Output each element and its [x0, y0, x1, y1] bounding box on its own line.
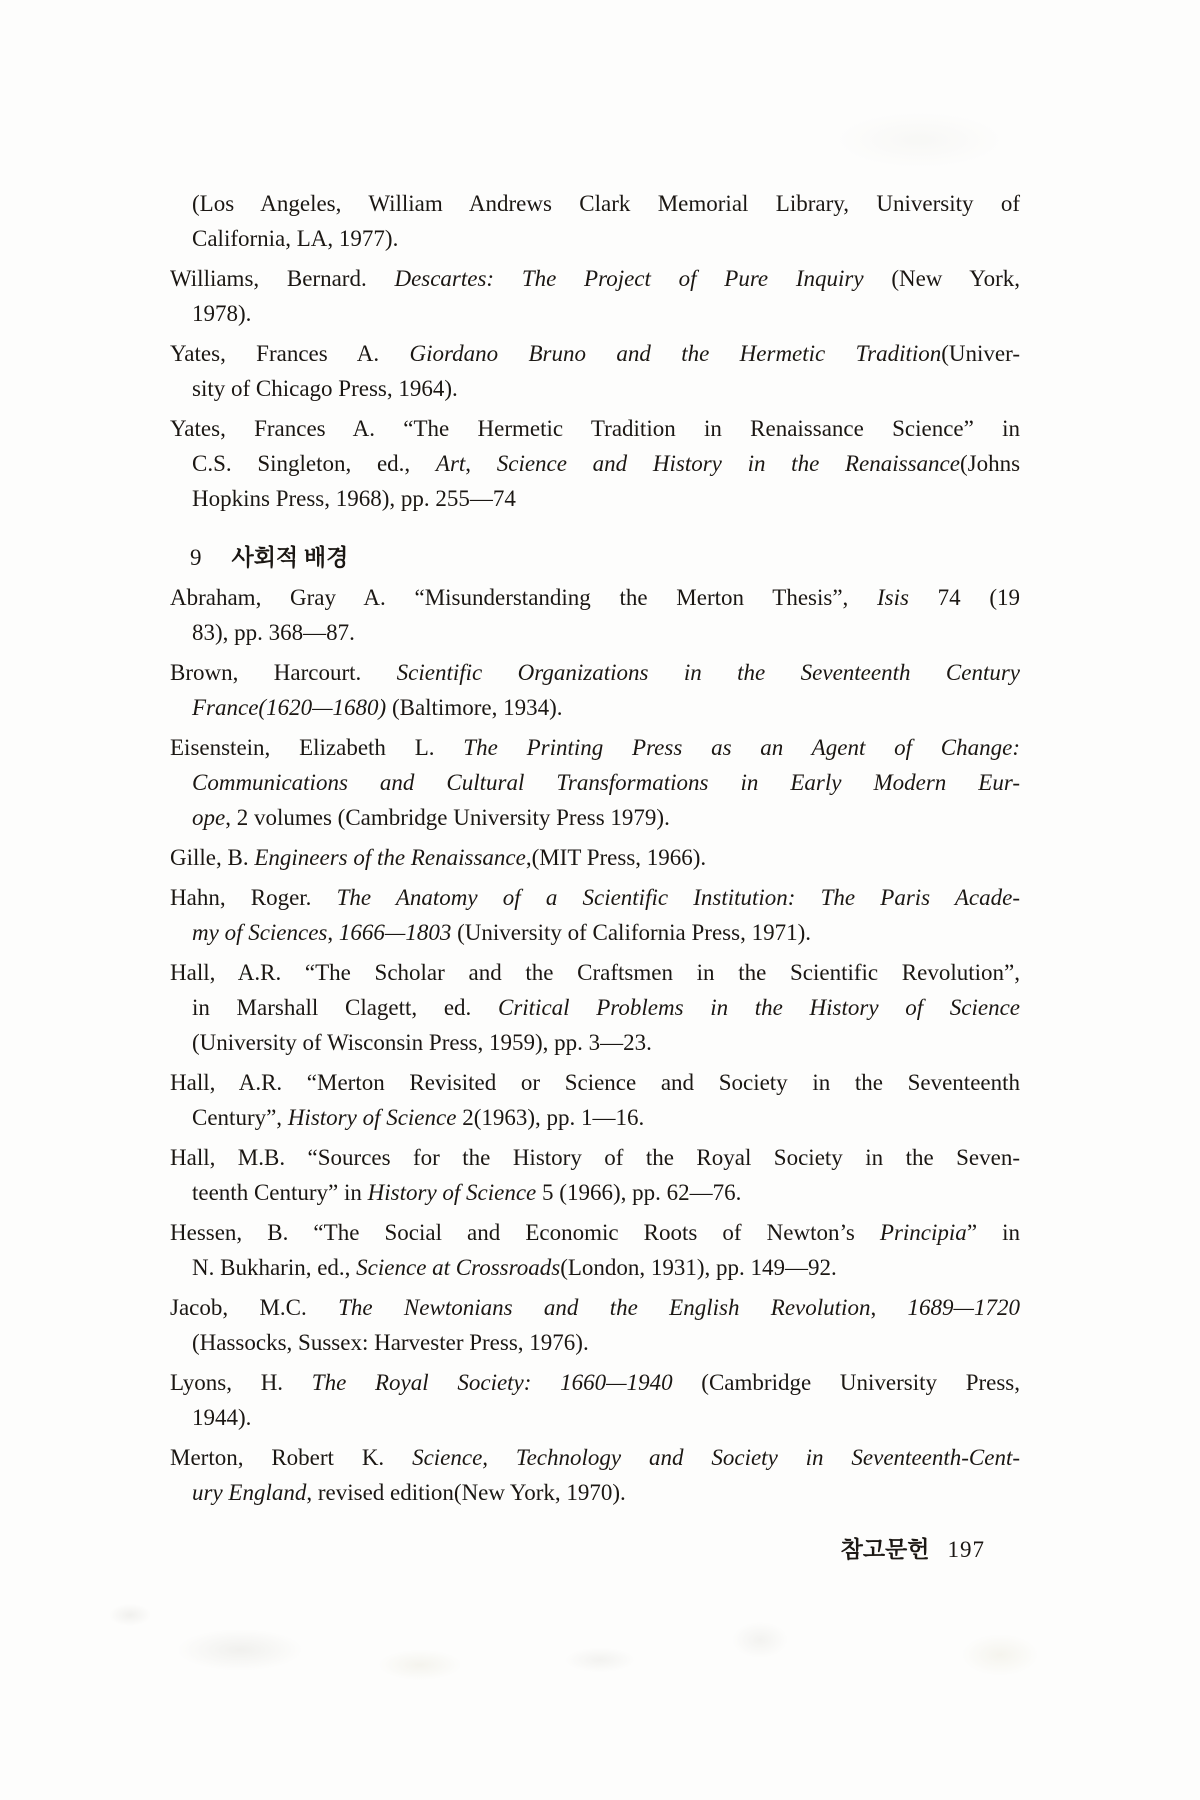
bibliography-entry	[170, 655, 1020, 725]
bibliography-entry	[170, 730, 1020, 835]
text-segment: Eisenstein, Elizabeth L.	[170, 735, 464, 760]
bibliography-line	[170, 481, 1020, 516]
bibliography-line	[170, 915, 1020, 950]
text-segment: 1666—1803	[338, 920, 452, 945]
bibliography-entry	[170, 1440, 1020, 1510]
text-segment: Scientific Organizations in the Seventeenth Century	[396, 660, 1020, 685]
text-segment: Isis	[876, 585, 909, 610]
text-segment: (Johns	[959, 451, 1021, 476]
bibliography-line	[170, 411, 1020, 446]
text-segment: Abraham, Gray A. “Misunderstanding the Merton Thesis”,	[170, 585, 877, 610]
text-segment: Yates, Frances A. “The Hermetic Tradition in Renaissance Science” in	[170, 416, 1020, 441]
text-segment: Jacob, M.C.	[170, 1295, 339, 1320]
text-segment: teenth Century” in	[192, 1180, 368, 1205]
text-segment: , 2 volumes (Cambridge University Press 1979).	[225, 805, 670, 830]
bibliography-entry	[170, 1215, 1020, 1285]
bibliography-line	[170, 1365, 1020, 1400]
bibliography-line	[170, 955, 1020, 990]
bibliography-entry	[170, 955, 1020, 1060]
bibliography-line	[170, 446, 1020, 481]
bibliography-line	[170, 1325, 1020, 1360]
text-segment: Science at Crossroads	[356, 1255, 561, 1280]
page-footer	[170, 1532, 1020, 1567]
text-segment: Descartes: The Project of Pure Inquiry	[394, 266, 864, 291]
text-segment: The Royal Society: 1660—1940	[311, 1370, 673, 1395]
bibliography-line	[170, 1025, 1020, 1060]
bibliography-line	[170, 221, 1020, 256]
bibliography-line	[170, 580, 1020, 615]
bibliography-line	[170, 615, 1020, 650]
bibliography-line	[170, 880, 1020, 915]
text-segment: ope	[192, 805, 226, 830]
text-segment: ury England	[192, 1480, 307, 1505]
text-segment: 83), pp. 368—87.	[192, 620, 355, 645]
text-segment: Hopkins Press, 1968), pp. 255—74	[192, 486, 516, 511]
bibliography-line	[170, 800, 1020, 835]
bibliography-entry	[170, 1290, 1020, 1360]
text-segment: ” in	[966, 1220, 1020, 1245]
text-segment: (University of Wisconsin Press, 1959), pp. 3—23.	[192, 1030, 652, 1055]
text-segment: Science, Technology and Society in Seventeenth-Cent-	[412, 1445, 1021, 1470]
text-segment: Science and History in the Renaissance	[496, 451, 960, 476]
bibliography-line	[170, 371, 1020, 406]
bibliography-line	[170, 1140, 1020, 1175]
text-segment: (University of California Press, 1971).	[451, 920, 811, 945]
bibliography-entry	[170, 186, 1020, 256]
text-segment: Hall, A.R. “The Scholar and the Craftsmen in the Scientific Revolution”,	[170, 960, 1020, 985]
text-segment: Principia	[879, 1220, 967, 1245]
text-segment: N. Bukharin, ed.,	[192, 1255, 357, 1280]
bibliography-line	[170, 1100, 1020, 1135]
section-title: 사회적 배경	[231, 545, 349, 570]
bibliography-line	[170, 336, 1020, 371]
bibliography-line	[170, 261, 1020, 296]
bibliography-entry	[170, 880, 1020, 950]
text-segment: History of Science	[287, 1105, 457, 1130]
footer-section-label: 참고문헌	[840, 1537, 930, 1562]
text-segment: Williams, Bernard.	[170, 266, 395, 291]
bibliography-line	[170, 296, 1020, 331]
text-segment: Engineers of the Renaissance	[254, 845, 526, 870]
text-segment: Critical Problems in the History of Science	[497, 995, 1020, 1020]
bibliography-line	[170, 1440, 1020, 1475]
text-segment: ,(MIT Press, 1966).	[525, 845, 707, 870]
text-segment: 74 (19	[908, 585, 1020, 610]
bibliography-line	[170, 730, 1020, 765]
text-segment: (New York,	[863, 266, 1021, 291]
bibliography-line	[170, 1290, 1020, 1325]
text-segment: Hall, A.R. “Merton Revisited or Science and Society in the Seventeenth	[170, 1070, 1020, 1095]
text-segment: (Cambridge University Press,	[672, 1370, 1021, 1395]
text-segment: sity of Chicago Press, 1964).	[192, 376, 458, 401]
text-segment: my of Sciences	[192, 920, 328, 945]
page-number: 197	[947, 1537, 985, 1562]
text-segment: Hahn, Roger.	[170, 885, 337, 910]
text-segment: ,	[327, 920, 339, 945]
text-segment: Giordano Bruno and the Hermetic Tradition	[409, 341, 942, 366]
bibliography-entry	[170, 580, 1020, 650]
text-segment: Lyons, H.	[170, 1370, 312, 1395]
text-segment: C.S. Singleton, ed.,	[192, 451, 436, 476]
text-segment: Yates, Frances A.	[170, 341, 410, 366]
text-segment: (Univer-	[941, 341, 1020, 366]
text-segment: France(1620—1680)	[192, 695, 387, 720]
bibliography-line	[170, 990, 1020, 1025]
text-segment: , revised edition(New York, 1970).	[306, 1480, 626, 1505]
text-segment: 5 (1966), pp. 62—76.	[536, 1180, 742, 1205]
text-segment: California, LA, 1977).	[192, 226, 399, 251]
text-segment: Art	[435, 451, 466, 476]
bibliography-line	[170, 1250, 1020, 1285]
text-segment: 1944).	[192, 1405, 252, 1430]
bibliography-line	[170, 690, 1020, 725]
text-segment: 1978).	[192, 301, 252, 326]
bibliography-line	[170, 186, 1020, 221]
bibliography	[170, 186, 1020, 1510]
text-segment: ,	[870, 1295, 908, 1320]
bibliography-line	[170, 840, 1020, 875]
bibliography-entry	[170, 261, 1020, 331]
section-number: 9	[190, 545, 202, 570]
text-segment: Gille, B.	[170, 845, 255, 870]
text-segment: Hessen, B. “The Social and Economic Roots of Newton’s	[170, 1220, 880, 1245]
text-segment: (Hassocks, Sussex: Harvester Press, 1976).	[192, 1330, 589, 1355]
bibliography-entry	[170, 1065, 1020, 1135]
text-segment: Merton, Robert K.	[170, 1445, 413, 1470]
text-segment: Communications and Cultural Transformations in Early Modern Eur-	[192, 770, 1020, 795]
text-segment: ,	[465, 451, 497, 476]
bibliography-entry	[170, 840, 1020, 875]
bibliography-entry	[170, 1140, 1020, 1210]
bibliography-line	[170, 1215, 1020, 1250]
text-segment: (London, 1931), pp. 149—92.	[560, 1255, 837, 1280]
text-segment: in Marshall Clagett, ed.	[192, 995, 498, 1020]
text-segment: The Anatomy of a Scientific Institution: The Paris Acade-	[336, 885, 1020, 910]
text-segment: Century”,	[192, 1105, 288, 1130]
bibliography-line	[170, 1400, 1020, 1435]
text-segment: 1689—1720	[907, 1295, 1020, 1320]
bibliography-entry	[170, 411, 1020, 516]
bibliography-entry	[170, 1365, 1020, 1435]
text-segment: Hall, M.B. “Sources for the History of the Royal Society in the Seven-	[170, 1145, 1020, 1170]
text-segment: Brown, Harcourt.	[170, 660, 397, 685]
bibliography-entry	[170, 336, 1020, 406]
section-heading	[170, 540, 1020, 575]
bibliography-line	[170, 765, 1020, 800]
text-segment: (Baltimore, 1934).	[386, 695, 563, 720]
bibliography-line	[170, 1065, 1020, 1100]
bibliography-line	[170, 1175, 1020, 1210]
text-segment: (Los Angeles, William Andrews Clark Memorial Library, University of	[192, 191, 1020, 216]
text-segment: History of Science	[367, 1180, 537, 1205]
text-segment: 2(1963), pp. 1—16.	[456, 1105, 645, 1130]
text-segment: The Printing Press as an Agent of Change:	[463, 735, 1020, 760]
bibliography-line	[170, 1475, 1020, 1510]
text-segment: The Newtonians and the English Revolution	[338, 1295, 871, 1320]
bibliography-line	[170, 655, 1020, 690]
